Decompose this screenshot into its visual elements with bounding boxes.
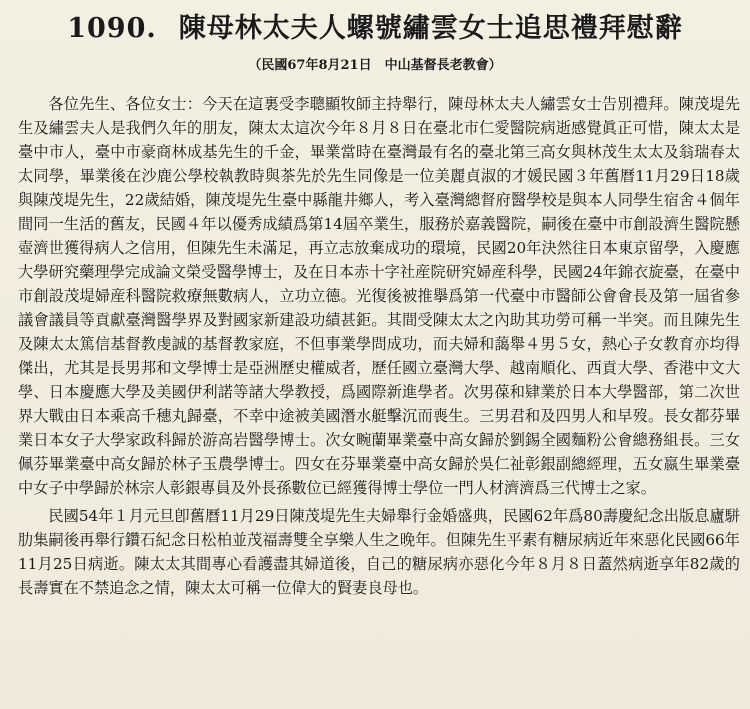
- paragraph-1-text: 各位先生、各位女士：今天在這裏受李聰顯牧師主持舉行，陳母林太夫人繡雲女士告別禮拜。陳茂堤先生及繡雲夫人是我們久年的朋友，陳太太這次今年８月８日在臺北市仁愛醫院病逝感覺眞正可惜，陳太太是臺中市人，臺中市豪商林成基先生的千金，畢業當時在臺灣最有名的臺北第三高女與林茂生太太及翁瑞春太太同學，畢業後在沙鹿公學校執教時與茶先於先生同像是一位美麗貞淑的才媛民國３年舊曆11月29日18歲與陳茂堤先生，22歲結婚，陳茂堤先生臺中縣龍井鄉人，考入臺灣總督府醫學校是與本人同學生宿舍４個年間同一生活的舊友，民國４年以優秀成績爲第14屆卒業生，服務於嘉義醫院，嗣後在臺中市創設濟生醫院懸壺濟世獲得病人之信用，但陳先生未滿足，再立志放棄成功的環境，民國20年決然往日本東京留學，入慶應大學研究藥理學完成論文榮受醫學博士，及在日本赤十字社産院研究婦産科學，民國24年錦衣旋臺，在臺中市創設茂堤婦産科醫院救療無數病人，立功立德。光復後被推擧爲第一代臺中市醫師公會會長及第一屆省參議會議員等貢獻臺灣醫學界及對國家新建設功績甚鉅。其間受陳太太之內助其功勞可稱一半突。而且陳先生及陳太太篤信基督教虔誠的基督教家庭，不但事業學問成功，而夫婦和藹舉４男５女，熱心子女教育亦均得傑出，尤其是長男邦和文學博士是亞洲歷史權威者，歷任國立臺灣大學、越南順化、西貢大學、香港中文大學、日本慶應大學及美國伊利諾等諸大學教授，爲國際新進學者。次男葆和肄業於日本大學醫部，第二次世界大戰由日本乘高千穗丸歸臺，不幸中途被美國潛水艇擊沉而喪生。三男君和及四男人和早歿。長女都芬畢業日本女子大學家政科歸於游高岩醫學博士。次女畹蘭畢業臺中高女歸於劉錫全國麵粉公會總務組長。三女佩芬畢業臺中高女歸於林子玉農學博士。四女在芬畢業臺中高女歸於吳仁祉彰銀副總經理，五女嬴生畢業臺中女子中學歸於林宗人彰銀專員及外長孫數位已經獲得博士學位一門人材濟濟爲三代博士之家。: [18, 95, 740, 497]
- document-title: 陳母林太夫人螺號繡雲女士追思禮拜慰辭: [178, 13, 683, 44]
- paragraph-2: [18, 504, 740, 600]
- document-body: [18, 92, 740, 604]
- document-subtitle: （民國67年8月21日 中山基督長老教會）: [248, 58, 502, 73]
- entry-number: 1090.: [67, 13, 157, 44]
- paragraph-1: [18, 92, 740, 500]
- paragraph-2-text: 民國54年１月元旦卽舊曆11月29日陳茂堤先生夫婦舉行金婚盛典，民國62年爲80壽慶紀念出版息廬駢肋集嗣後再舉行鑽石紀念日松柏並茂福壽雙全享樂人生之晚年。但陳先生平素有糖尿病近年來惡化民國66年11月25日病逝。陳太太其間專心看護盡其婦道後，自己的糖尿病亦惡化今年８月８日蓋然病逝享年82歲的長壽實在不禁追念之情，陳太太可稱一位偉大的賢妻良母也。: [18, 507, 740, 597]
- document-title-line: [0, 6, 750, 45]
